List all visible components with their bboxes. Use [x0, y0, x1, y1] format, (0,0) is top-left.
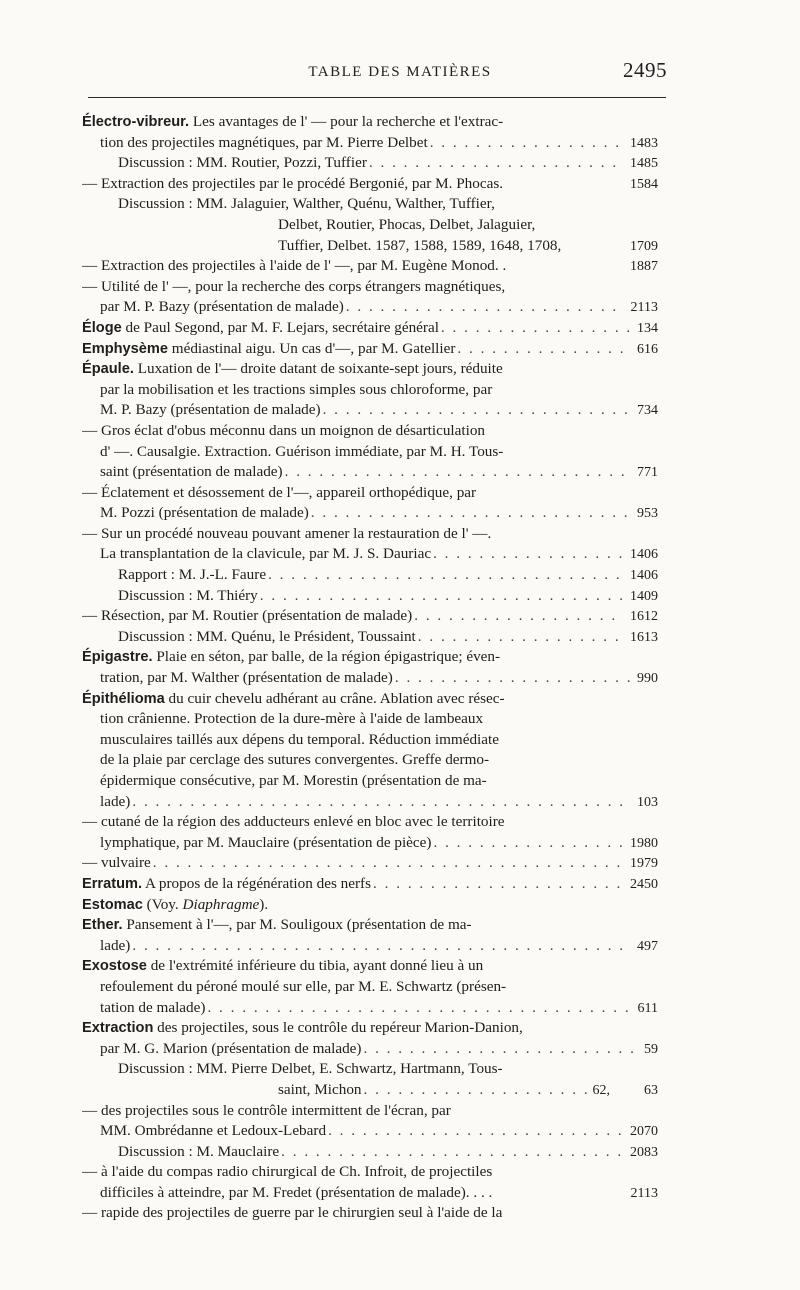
index-line: [82, 1183, 658, 1204]
entry-body: Les avantages de l' — pour la recherche et l'extrac-: [189, 113, 504, 130]
dot-leader: [364, 1080, 587, 1101]
entry-heading: Épithélioma: [82, 690, 165, 707]
entry-body: Discussion : M. Mauclaire: [118, 1142, 280, 1160]
entry-text: [100, 400, 321, 421]
dot-leader: [311, 503, 631, 524]
entry-body: M. Pozzi (présentation de malade): [100, 504, 309, 522]
entry-body: M. P. Bazy (présentation de malade): [100, 401, 321, 419]
entry-text: [100, 709, 483, 730]
index-line: [82, 215, 658, 236]
dot-leader: [132, 936, 631, 957]
index-line: [82, 709, 658, 730]
index-line: [82, 1080, 658, 1101]
page-reference: 1613: [630, 629, 658, 645]
index-line: [82, 936, 658, 957]
index-line: [82, 956, 658, 977]
page-reference: 1409: [630, 588, 658, 604]
page-reference: 497: [637, 938, 658, 954]
page-reference: 1406: [630, 547, 658, 563]
index-line: [82, 668, 658, 689]
entry-body: Delbet, Routier, Phocas, Delbet, Jalaguier,: [278, 215, 536, 233]
entry-text: [100, 977, 506, 998]
entry-text: [100, 1121, 326, 1142]
index-line: [82, 524, 658, 545]
index-line: [82, 339, 658, 360]
entry-text: [100, 771, 487, 792]
index-line: [82, 153, 658, 174]
entry-heading: Extraction: [82, 1020, 154, 1037]
dot-leader: [457, 339, 631, 360]
entry-body: Tuffier, Delbet. 1587, 1588, 1589, 1648, 1708,: [278, 236, 562, 254]
entry-text: [82, 606, 412, 627]
index-line: [82, 1203, 658, 1224]
page-reference: 611: [637, 1000, 658, 1016]
entry-body: — vulvaire: [82, 854, 151, 872]
index-line: [82, 606, 658, 627]
entry-text: [118, 1142, 279, 1163]
entry-text: [82, 256, 506, 277]
index-line: [82, 400, 658, 421]
index-line: [82, 792, 658, 813]
index-line: [82, 647, 658, 668]
entry-body: par M. P. Bazy (présentation de malade): [100, 298, 344, 316]
entry-body: d' —. Causalgie. Extraction. Guérison immédiate, par M. H. Tous-: [100, 442, 504, 460]
entry-body: lade): [100, 792, 131, 810]
page-reference: 771: [637, 465, 658, 481]
header-rule: [88, 97, 666, 98]
entry-text: [100, 544, 431, 565]
index-line: [82, 1101, 658, 1122]
entry-body: refoulement du péroné moulé sur elle, par M. E. Schwartz (présen-: [100, 977, 507, 995]
page-reference: 616: [637, 341, 658, 357]
dot-leader: [285, 462, 631, 483]
entry-text: [118, 194, 495, 215]
entry-heading: Emphysème: [82, 340, 168, 357]
entry-body: A propos de la régénération des nerfs: [142, 874, 372, 892]
entry-text: [82, 853, 151, 874]
index-line: [82, 421, 658, 442]
entry-italic: Diaphragme: [182, 895, 260, 913]
index-line: [82, 462, 658, 483]
page-reference: 2083: [630, 1144, 658, 1160]
entry-text: [118, 565, 266, 586]
index-line: [82, 380, 658, 401]
entry-text: [82, 915, 472, 936]
index-line: [82, 1142, 658, 1163]
entry-body: des projectiles, sous le contrôle du repéreur Marion-Danion,: [153, 1019, 523, 1037]
index-line: [82, 812, 658, 833]
entry-text: [100, 936, 130, 957]
page-reference: 2113: [630, 300, 658, 316]
entry-heading: Erratum.: [82, 875, 143, 892]
entry-body: Plaie en séton, par balle, de la région épigastrique; éven-: [152, 648, 501, 666]
entry-heading: Estomac: [82, 896, 143, 913]
entry-text: [82, 1101, 451, 1122]
entry-body: de la plaie par cerclage des sutures convergentes. Greffe dermo-: [100, 751, 490, 769]
index-line: [82, 1018, 658, 1039]
index-line: [82, 915, 658, 936]
entry-text: [100, 792, 130, 813]
entry-body: — Sur un procédé nouveau pouvant amener la restauration de l' —.: [82, 524, 492, 542]
entry-body: de l'extrémité inférieure du tibia, ayant donné lieu à un: [146, 957, 484, 975]
entry-body: tion des projectiles magnétiques, par M. Pierre Delbet: [100, 133, 428, 151]
entry-text: [278, 236, 561, 257]
entry-body: de Paul Segond, par M. F. Lejars, secrétaire général: [121, 318, 439, 336]
entry-body: par la mobilisation et les tractions simples sous chloroforme, par: [100, 380, 493, 398]
entry-text: [82, 277, 505, 298]
index-line: [82, 133, 658, 154]
index-line: [82, 1059, 658, 1080]
page-reference: 134: [637, 320, 658, 336]
page-reference: 1980: [630, 835, 658, 851]
dot-leader: [433, 833, 624, 854]
running-title: TABLE DES MATIÈRES: [308, 64, 492, 80]
entry-text: [100, 442, 503, 463]
index-line: [82, 318, 658, 339]
index-line: [82, 1039, 658, 1060]
entry-text: [100, 297, 344, 318]
page-reference: 1709: [630, 238, 658, 254]
index-line: [82, 1121, 658, 1142]
page-reference: 1612: [630, 609, 658, 625]
index-line: [82, 833, 658, 854]
entry-body: Discussion : M. Thiéry: [118, 586, 258, 604]
dot-leader: [323, 400, 631, 421]
entry-text: [82, 1203, 502, 1224]
entry-body: La transplantation de la clavicule, par M. J. S. Dauriac: [100, 545, 432, 563]
entry-tail: ).: [259, 895, 269, 913]
entry-text: [118, 1059, 503, 1080]
entry-text: [82, 483, 476, 504]
entry-body: — Extraction des projectiles par le procédé Bergonié, par M. Phocas.: [82, 174, 504, 192]
entry-body: par M. G. Marion (présentation de malade): [100, 1039, 362, 1057]
entry-text: [100, 730, 499, 751]
entry-body: (Voy.: [142, 895, 183, 913]
page-reference: 62,: [592, 1082, 610, 1098]
entry-text: [100, 998, 205, 1019]
entry-body: — rapide des projectiles de guerre par le chirurgien seul à l'aide de la: [82, 1204, 503, 1222]
index-line: [82, 689, 658, 710]
entry-body: épidermique consécutive, par M. Morestin (présentation de ma-: [100, 772, 487, 789]
entry-text: [100, 750, 489, 771]
entry-body: difficiles à atteindre, par M. Fredet (présentation de malade). . . .: [100, 1183, 493, 1201]
entry-text: [82, 956, 483, 977]
entry-body: Discussion : MM. Pierre Delbet, E. Schwartz, Hartmann, Tous-: [118, 1060, 503, 1078]
entry-body: Discussion : MM. Jalaguier, Walther, Quénu, Walther, Tuffier,: [118, 195, 495, 213]
index-line: [82, 977, 658, 998]
entry-text: [100, 1039, 361, 1060]
dot-leader: [207, 998, 631, 1019]
index-line: [82, 586, 658, 607]
entry-body: saint (présentation de malade): [100, 463, 283, 481]
entry-body: tration, par M. Walther (présentation de malade): [100, 669, 393, 687]
index-line: [82, 565, 658, 586]
entry-body: — Éclatement et désossement de l'—, appareil orthopédique, par: [82, 483, 477, 501]
entry-body: musculaires taillés aux dépens du temporal. Réduction immédiate: [100, 730, 499, 748]
entry-text: [82, 318, 439, 339]
index-line: [82, 503, 658, 524]
entry-body: Pansement à l'—, par M. Souligoux (présentation de ma-: [122, 916, 472, 934]
page-reference: 1485: [630, 156, 658, 172]
index-line: [82, 297, 658, 318]
page-number: 2495: [623, 58, 667, 82]
dot-leader: [418, 627, 624, 648]
dot-leader: [346, 297, 625, 318]
dot-leader: [268, 565, 624, 586]
index-line: [82, 627, 658, 648]
page-reference: 1483: [630, 135, 658, 151]
entry-body: — Résection, par M. Routier (présentation de malade): [82, 607, 413, 625]
dot-leader: [395, 668, 631, 689]
entry-text: [278, 1080, 362, 1101]
index-line: [82, 750, 658, 771]
index-line: [82, 874, 658, 895]
entry-body: tion crânienne. Protection de la dure-mère à l'aide de lambeaux: [100, 710, 484, 728]
index-line: [82, 771, 658, 792]
index-line: [82, 174, 658, 195]
entry-text: [82, 174, 503, 195]
page-header: [0, 58, 800, 88]
entry-heading: Éloge: [82, 319, 122, 336]
entry-body: — à l'aide du compas radio chirurgical de Ch. Infroit, de projectiles: [82, 1163, 493, 1181]
entry-text: [82, 647, 500, 668]
entry-text: [82, 689, 505, 710]
entry-text: [100, 503, 309, 524]
index-line: [82, 442, 658, 463]
entry-text: [118, 586, 258, 607]
page-reference: 1887: [630, 259, 658, 275]
dot-leader: [441, 318, 631, 339]
dot-leader: [132, 792, 631, 813]
page-reference: 103: [637, 794, 658, 810]
entry-text: [82, 421, 485, 442]
entry-text: [118, 153, 367, 174]
index-line: [82, 483, 658, 504]
entry-body: — Extraction des projectiles à l'aide de l' —, par M. Eugène Monod. .: [82, 257, 507, 275]
entry-text: [82, 812, 505, 833]
index-line: [82, 544, 658, 565]
dot-leader: [433, 544, 624, 565]
entry-body: lymphatique, par M. Mauclaire (présentation de pièce): [100, 833, 432, 851]
index-line: [82, 1162, 658, 1183]
index-line: [82, 236, 658, 257]
entry-text: [82, 339, 455, 360]
entry-body: Discussion : MM. Quénu, le Président, Toussaint: [118, 627, 416, 645]
index-line: [82, 998, 658, 1019]
dot-leader: [260, 586, 624, 607]
entry-heading: Épaule.: [82, 361, 134, 378]
entry-text: [100, 380, 492, 401]
entry-heading: Épigastre.: [82, 649, 153, 666]
entry-body: saint, Michon: [278, 1080, 362, 1098]
page-reference: 63: [644, 1082, 658, 1098]
entry-text: [82, 359, 503, 380]
entry-body: du cuir chevelu adhérant au crâne. Ablation avec résec-: [164, 689, 505, 707]
page-reference: 59: [644, 1041, 658, 1057]
entry-body: — Gros éclat d'obus méconnu dans un moignon de désarticulation: [82, 421, 486, 439]
entry-body: — des projectiles sous le contrôle intermittent de l'écran, par: [82, 1101, 451, 1119]
entry-body: lade): [100, 936, 131, 954]
page-reference: 1406: [630, 568, 658, 584]
dot-leader: [328, 1121, 624, 1142]
page-reference: 734: [637, 403, 658, 419]
entry-text: [100, 133, 428, 154]
entry-body: — cutané de la région des adducteurs enlevé en bloc avec le territoire: [82, 813, 505, 831]
index-line: [82, 194, 658, 215]
dot-leader: [153, 853, 624, 874]
dot-leader: [363, 1039, 638, 1060]
page-reference: 953: [637, 506, 658, 522]
index-line: [82, 277, 658, 298]
entry-text: [118, 627, 416, 648]
page-reference: 2113: [630, 1185, 658, 1201]
entry-body: Luxation de l'— droite datant de soixante-sept jours, réduite: [133, 360, 503, 378]
index-line: [82, 256, 658, 277]
dot-leader: [373, 874, 624, 895]
dot-leader: [430, 133, 624, 154]
entry-text: [100, 833, 431, 854]
entry-body: Rapport : M. J.-L. Faure: [118, 566, 267, 584]
entry-body: Discussion : MM. Routier, Pozzi, Tuffier: [118, 154, 367, 172]
index-line: [82, 112, 658, 133]
entry-text: [82, 1162, 492, 1183]
entry-heading: Ether.: [82, 917, 123, 934]
index-line: [82, 730, 658, 751]
entry-text: [278, 215, 535, 236]
index-line: [82, 359, 658, 380]
entry-body: MM. Ombrédanne et Ledoux-Lebard: [100, 1122, 327, 1140]
entry-text: [100, 462, 283, 483]
entry-text: [100, 668, 393, 689]
entry-text: [82, 1018, 523, 1039]
dot-leader: [369, 153, 624, 174]
index-entries: [82, 112, 658, 1224]
entry-text: [82, 874, 371, 895]
dot-leader: [281, 1142, 624, 1163]
page-reference: 2070: [630, 1124, 658, 1140]
index-line: [82, 853, 658, 874]
entry-text: [82, 524, 491, 545]
entry-body: — Utilité de l' —, pour la recherche des corps étrangers magnétiques,: [82, 277, 506, 295]
dot-leader: [414, 606, 624, 627]
entry-heading: Électro-vibreur.: [82, 114, 190, 130]
entry-body: médiastinal aigu. Un cas d'—, par M. Gatellier: [167, 339, 456, 357]
entry-text: [82, 112, 503, 133]
entry-heading: Exostose: [82, 958, 147, 975]
page-reference: 1584: [630, 176, 658, 192]
entry-text: [82, 895, 268, 916]
page-reference: 2450: [630, 876, 658, 892]
entry-text: [100, 1183, 492, 1204]
page-reference: 1979: [630, 856, 658, 872]
entry-body: tation de malade): [100, 998, 206, 1016]
page-reference: 990: [637, 671, 658, 687]
index-line: [82, 895, 658, 916]
